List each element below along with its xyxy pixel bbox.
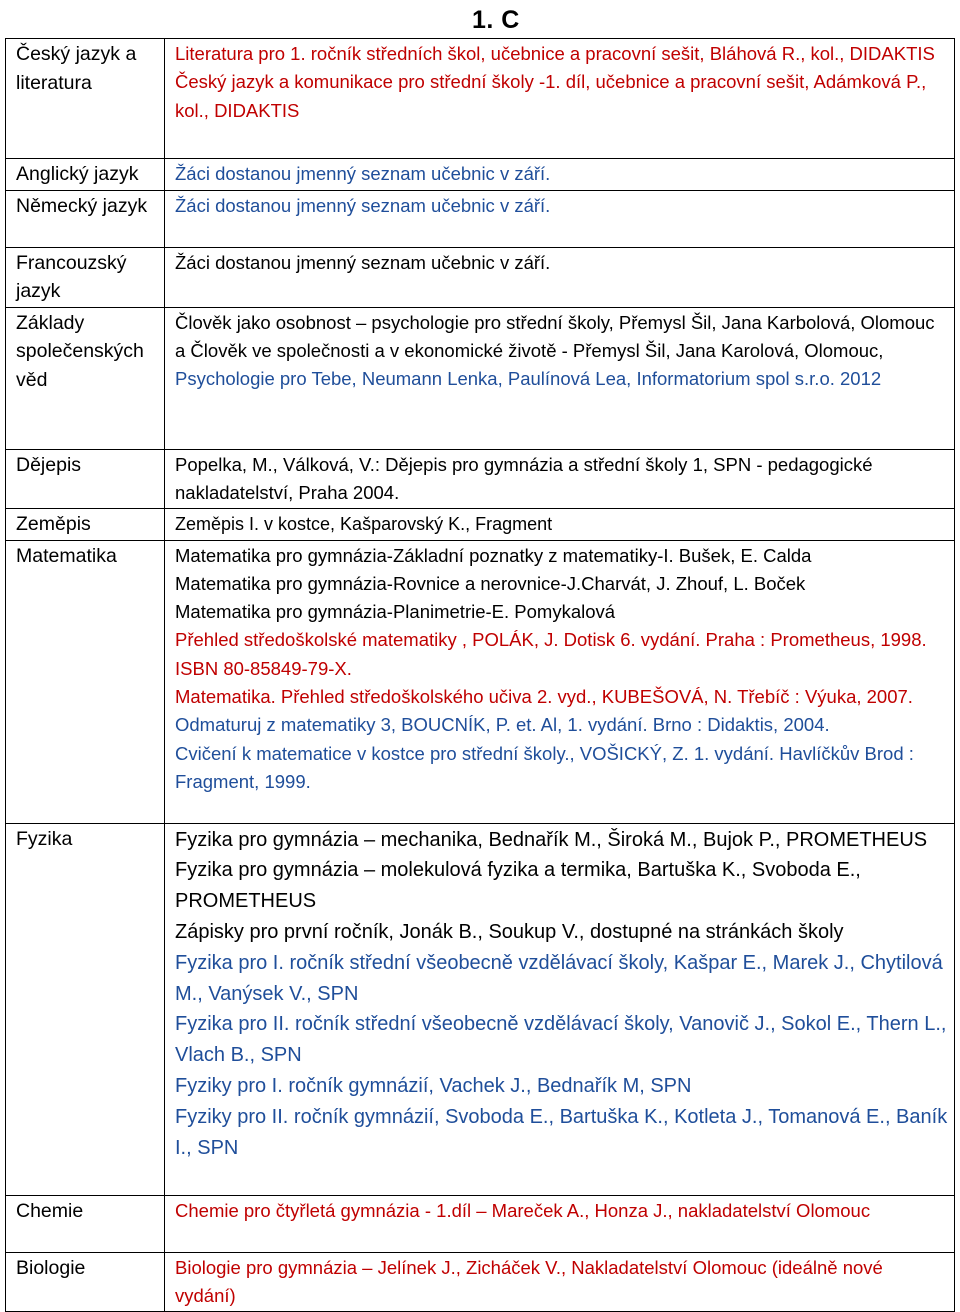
book-line: Český jazyk a komunikace pro střední školy -1. díl, učebnice a pracovní sešit, Adámková P., kol., DIDAKTIS	[175, 71, 927, 121]
books-cell	[165, 39, 955, 159]
table-row	[6, 823, 955, 1195]
subject-cell: Základy společenských věd	[6, 307, 165, 449]
book-line: Zápisky pro první ročník, Jonák B., Soukup V., dostupné na stránkách školy	[175, 920, 844, 943]
book-line: Žáci dostanou jmenný seznam učebnic v září.	[175, 194, 551, 216]
book-line: Odmaturuj z matematiky 3, BOUCNÍK, P. et. Al, 1. vydání. Brno : Didaktis, 2004.	[175, 714, 830, 736]
table-row	[6, 1195, 955, 1252]
book-line: Člověk jako osobnost – psychologie pro střední školy, Přemysl Šil, Jana Karbolová, Olomouc a Člověk ve společnosti a v ekonomické životě - Přemysl Šil, Jana Karolová, Olomouc,	[175, 311, 935, 361]
subject-cell: Biologie	[6, 1252, 165, 1312]
books-cell	[165, 190, 955, 247]
book-line: Matematika pro gymnázia-Základní poznatky z matematiky-I. Bušek, E. Calda	[175, 544, 812, 566]
book-line: Žáci dostanou jmenný seznam učebnic v září.	[175, 163, 551, 184]
subject-cell: Německý jazyk	[6, 190, 165, 247]
table-row	[6, 159, 955, 191]
textbook-table	[5, 38, 955, 1312]
books-cell	[165, 823, 955, 1195]
table-row	[6, 540, 955, 823]
book-line: Fyzika pro II. ročník střední všeobecně vzdělávací školy, Vanovič J., Sokol E., Thern L., Vlach B., SPN	[175, 1013, 947, 1067]
subject-cell: Chemie	[6, 1195, 165, 1252]
books-cell	[165, 540, 955, 823]
book-line: Popelka, M., Válková, V.: Dějepis pro gymnázia a střední školy 1, SPN - pedagogické nakladatelství, Praha 2004.	[175, 453, 873, 503]
books-cell	[165, 307, 955, 449]
book-line: Fyziky pro I. ročník gymnázií, Vachek J., Bednařík M, SPN	[175, 1074, 692, 1097]
table-row	[6, 307, 955, 449]
subject-cell: Anglický jazyk	[6, 159, 165, 191]
subject-cell: Zeměpis	[6, 509, 165, 541]
books-cell	[165, 247, 955, 307]
subject-cell: Dějepis	[6, 449, 165, 509]
book-line: Přehled středoškolské matematiky , POLÁK, J. Dotisk 6. vydání. Praha : Prometheus, 1998. ISBN 80-85849-79-X.	[175, 629, 927, 679]
book-line: Matematika pro gymnázia-Planimetrie-E. Pomykalová	[175, 601, 616, 623]
subject-cell: Matematika	[6, 540, 165, 823]
table-row	[6, 247, 955, 307]
table-row	[6, 509, 955, 541]
book-line: Fyzika pro I. ročník střední všeobecně vzdělávací školy, Kašpar E., Marek J., Chytilová M., Vanýsek V., SPN	[175, 951, 943, 1005]
table-row	[6, 1252, 955, 1312]
subject-cell: Francouzský jazyk	[6, 247, 165, 307]
page-title: 1. C	[472, 6, 520, 34]
book-line: Matematika. Přehled středoškolského učiva 2. vyd., KUBEŠOVÁ, N. Třebíč : Výuka, 2007.	[175, 686, 913, 708]
books-cell	[165, 1195, 955, 1252]
book-line: Fyzika pro gymnázia – molekulová fyzika a termika, Bartuška K., Svoboda E., PROMETHEUS	[175, 859, 861, 913]
book-line: Žáci dostanou jmenný seznam učebnic v září.	[175, 251, 551, 273]
book-line: Biologie pro gymnázia – Jelínek J., Zicháček V., Nakladatelství Olomouc (ideálně nové vydání)	[175, 1256, 883, 1306]
books-cell	[165, 449, 955, 509]
book-line: Zeměpis I. v kostce, Kašparovský K., Fragment	[175, 514, 553, 535]
subject-cell: Český jazyk a literatura	[6, 39, 165, 159]
books-cell	[165, 159, 955, 191]
book-line: Fyzika pro gymnázia – mechanika, Bednařík M., Široká M., Bujok P., PROMETHEUS	[175, 828, 928, 851]
subject-cell: Fyzika	[6, 823, 165, 1195]
table-row	[6, 449, 955, 509]
book-line: Chemie pro čtyřletá gymnázia - 1.díl – Mareček A., Honza J., nakladatelství Olomouc	[175, 1199, 871, 1221]
table-row	[6, 39, 955, 159]
table-row	[6, 190, 955, 247]
book-line: Cvičení k matematice v kostce pro střední školy., VOŠICKÝ, Z. 1. vydání. Havlíčkův Brod : Fragment, 1999.	[175, 742, 914, 792]
book-line: Psychologie pro Tebe, Neumann Lenka, Paulínová Lea, Informatorium spol s.r.o. 2012	[175, 368, 882, 390]
book-line: Fyziky pro II. ročník gymnázií, Svoboda E., Bartuška K., Kotleta J., Tomanová E., Baník I., SPN	[175, 1105, 948, 1159]
books-cell	[165, 1252, 955, 1312]
book-line: Literatura pro 1. ročník středních škol, učebnice a pracovní sešit, Bláhová R., kol., DIDAKTIS	[175, 43, 935, 64]
books-cell	[165, 509, 955, 541]
book-line: Matematika pro gymnázia-Rovnice a nerovnice-J.Charvát, J. Zhouf, L. Boček	[175, 572, 806, 594]
